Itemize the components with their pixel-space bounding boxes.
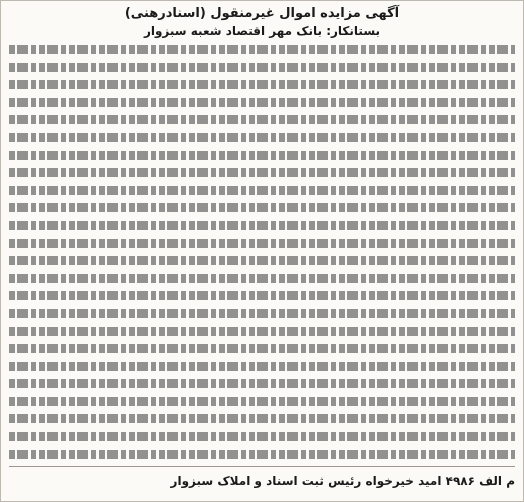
notice-title: آگهی مزایده اموال غیرمنقول (اسنادرهنی) — [124, 6, 400, 21]
text-line-placeholder — [9, 274, 515, 283]
text-line-placeholder — [9, 98, 515, 107]
text-line-placeholder — [9, 397, 515, 406]
text-line-placeholder — [9, 168, 515, 177]
text-line-placeholder — [9, 133, 515, 142]
text-line-placeholder — [9, 344, 515, 353]
text-line-placeholder — [9, 432, 515, 441]
notice-footer — [9, 466, 515, 495]
text-line-placeholder — [9, 63, 515, 72]
text-line-placeholder — [9, 450, 515, 459]
text-line-placeholder — [9, 291, 515, 300]
text-line-placeholder — [9, 327, 515, 336]
signature-line: م الف ۴۹۸۶ امید خیرخواه رئیس ثبت اسناد و املاک سبزوار — [170, 474, 515, 488]
text-line-placeholder — [9, 362, 515, 371]
text-line-placeholder — [9, 414, 515, 423]
text-line-placeholder — [9, 186, 515, 195]
text-line-placeholder — [9, 203, 515, 212]
notice-body — [9, 45, 515, 465]
text-line-placeholder — [9, 221, 515, 230]
text-line-placeholder — [9, 45, 515, 54]
text-line-placeholder — [9, 309, 515, 318]
text-line-placeholder — [9, 80, 515, 89]
text-line-placeholder — [9, 256, 515, 265]
notice-subtitle: بستانکار: بانک مهر اقتصاد شعبه سبزوار — [143, 24, 381, 38]
text-line-placeholder — [9, 239, 515, 248]
text-line-placeholder — [9, 115, 515, 124]
notice-header — [1, 1, 523, 39]
text-line-placeholder — [9, 151, 515, 160]
text-line-placeholder — [9, 379, 515, 388]
